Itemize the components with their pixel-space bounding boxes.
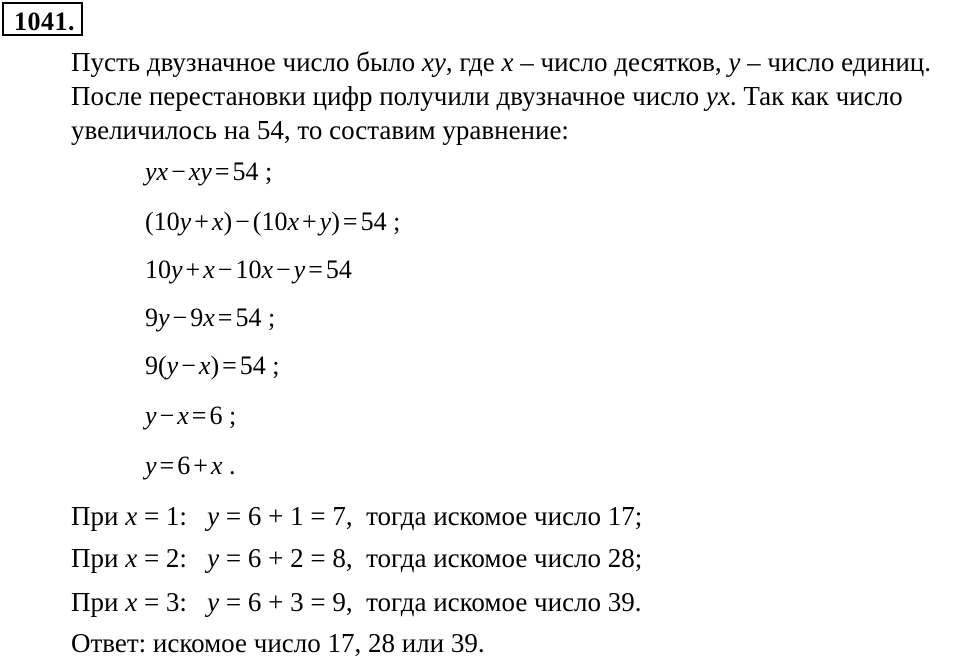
var-x: x: [125, 543, 138, 573]
case-text: = 6 + 1 = 7, тогда искомое число 17;: [219, 501, 643, 531]
answer-line: Ответ: искомое число 17, 28 или 39.: [71, 628, 485, 658]
equation-step-3: 10y + x − 10x − y = 54: [145, 255, 352, 284]
equation-step-5: 9(y − x) = 54 ;: [145, 351, 280, 380]
case-2: [71, 542, 642, 574]
case-text: = 6 + 2 = 8, тогда искомое число 28;: [219, 543, 643, 573]
intro-line-3: увеличилось на 54, то составим уравнение:: [71, 115, 569, 145]
problem-number: 1041.: [14, 7, 75, 36]
var-x: x: [125, 587, 138, 617]
case-text: = 1:: [137, 501, 208, 531]
case-text: = 6 + 3 = 9, тогда искомое число 39.: [219, 587, 642, 617]
var-yx: yx: [705, 81, 730, 111]
var-y: y: [207, 587, 220, 617]
var-xy: xy: [421, 47, 446, 77]
equation-step-7: y = 6 + x .: [145, 451, 236, 480]
case-text: = 2:: [137, 543, 208, 573]
var-x: x: [501, 47, 514, 77]
case-1: [71, 500, 642, 532]
case-text: = 3:: [137, 587, 208, 617]
case-text: При: [71, 543, 126, 573]
intro-text: – число десятков,: [513, 47, 729, 77]
intro-line-2: [71, 80, 903, 112]
problem-number-box: [2, 2, 83, 36]
case-text: При: [71, 501, 126, 531]
equation-step-4: 9y − 9x = 54 ;: [145, 303, 276, 332]
var-y: y: [207, 501, 220, 531]
case-3: [71, 586, 642, 618]
equation-step-1: yx − xy = 54 ;: [145, 157, 273, 186]
var-y: y: [207, 543, 220, 573]
intro-text: , где: [445, 47, 502, 77]
intro-line-1: [71, 46, 931, 78]
equation-step-2: (10y + x) − (10x + y) = 54 ;: [145, 207, 401, 236]
var-x: x: [125, 501, 138, 531]
intro-text: – число единиц.: [740, 47, 931, 77]
equation-step-6: y − x = 6 ;: [145, 401, 237, 430]
intro-text: Пусть двузначное число было: [71, 47, 422, 77]
intro-text: После перестановки цифр получили двузначное число: [71, 81, 706, 111]
var-y: y: [728, 47, 741, 77]
case-text: При: [71, 587, 126, 617]
intro-text: . Так как число: [729, 81, 903, 111]
